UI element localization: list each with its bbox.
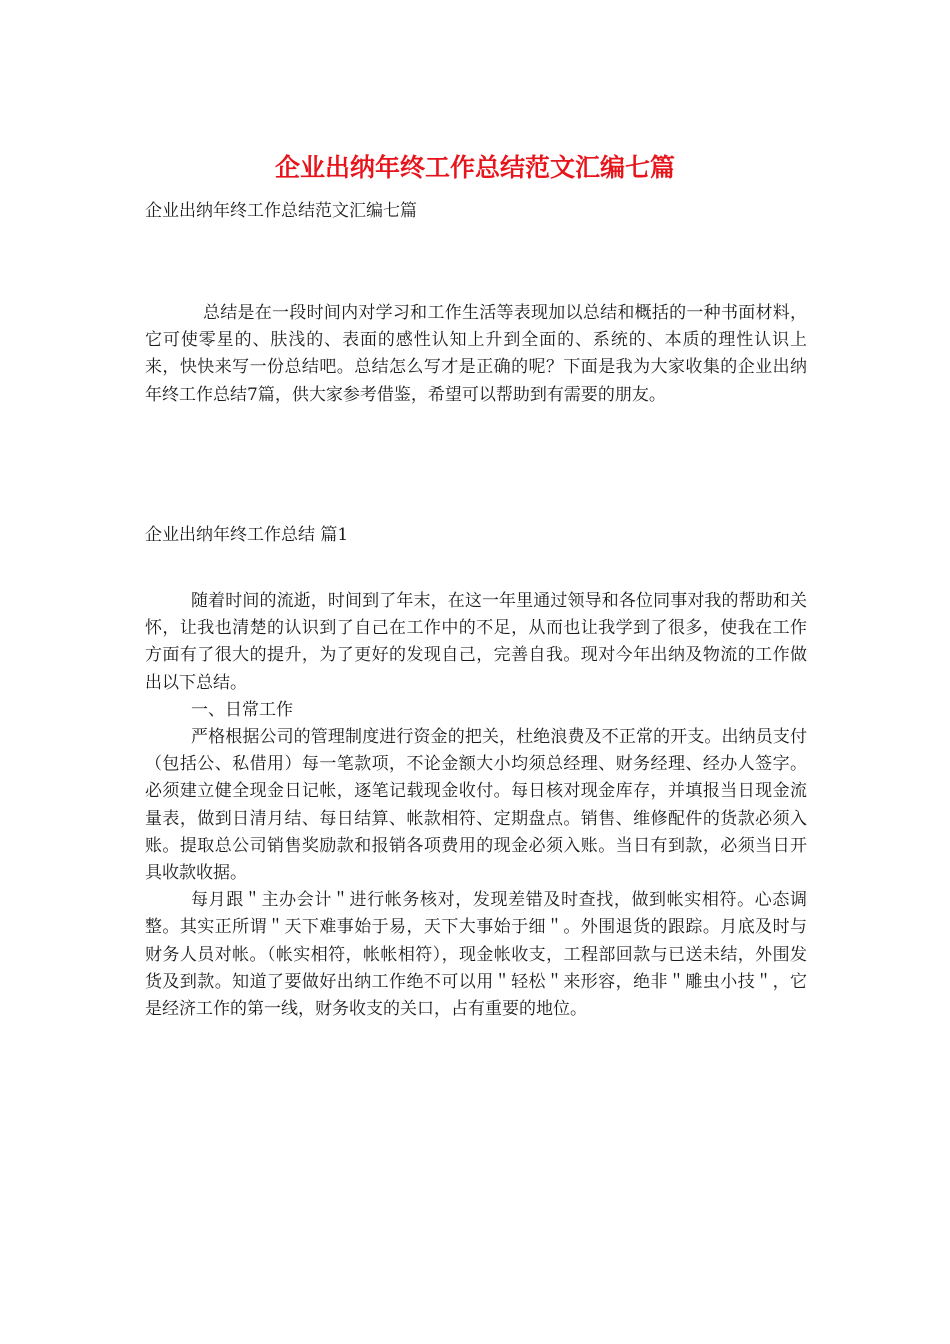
body-paragraph: 随着时间的流逝，时间到了年末，在这一年里通过领导和各位同事对我的帮助和关怀，让我也清楚的认识到了自己在工作中的不足，从而也让我学到了很多，使我在工作方面有了很大的提升，为了更好的发现自己，完善自我。现对今年出纳及物流的工作做出以下总结。 (145, 591, 807, 693)
intro-block (145, 300, 807, 409)
subheading-daily-work: 一、日常工作 (191, 699, 293, 720)
section-heading: 企业出纳年终工作总结 篇1 (145, 525, 349, 545)
body-paragraph: 严格根据公司的管理制度进行资金的把关，杜绝浪费及不正常的开支。出纳员支付（包括公、私借用）每一笔款项，不论金额大小均须总经理、财务经理、经办人签字。必须建立健全现金日记帐，逐笔记载现金收付。每日核对现金库存，并填报当日现金流量表，做到日清月结、每日结算、帐款相符、定期盘点。销售、维修配件的货款必须入账。提取总公司销售奖励款和报销各项费用的现金必须入账。当日有到款，必须当日开具收款收据。 (145, 727, 807, 884)
body-paragraph: 每月跟＂主办会计＂进行帐务核对，发现差错及时查找，做到帐实相符。心态调整。其实正所谓＂天下难事始于易，天下大事始于细＂。外围退货的跟踪。月底及时与财务人员对帐。（帐实相符，帐帐相符），现金帐收支，工程部回款与已送未结，外围发货及到款。知道了要做好出纳工作绝不可以用＂轻松＂来形容，绝非＂雕虫小技＂，它是经济工作的第一线，财务收支的关口，占有重要的地位。 (145, 890, 807, 1020)
main-body (145, 588, 807, 1023)
document-title: 企业出纳年终工作总结范文汇编七篇 (274, 153, 675, 182)
intro-paragraph: 总结是在一段时间内对学习和工作生活等表现加以总结和概括的一种书面材料，它可使零星的、肤浅的、表面的感性认知上升到全面的、系统的、本质的理性认识上来，快快来写一份总结吧。总结怎么写才是正确的呢？下面是我为大家收集的企业出纳年终工作总结7篇，供大家参考借鉴，希望可以帮助到有需要的朋友。 (145, 303, 807, 405)
document-subtitle: 企业出纳年终工作总结范文汇编七篇 (145, 201, 417, 221)
